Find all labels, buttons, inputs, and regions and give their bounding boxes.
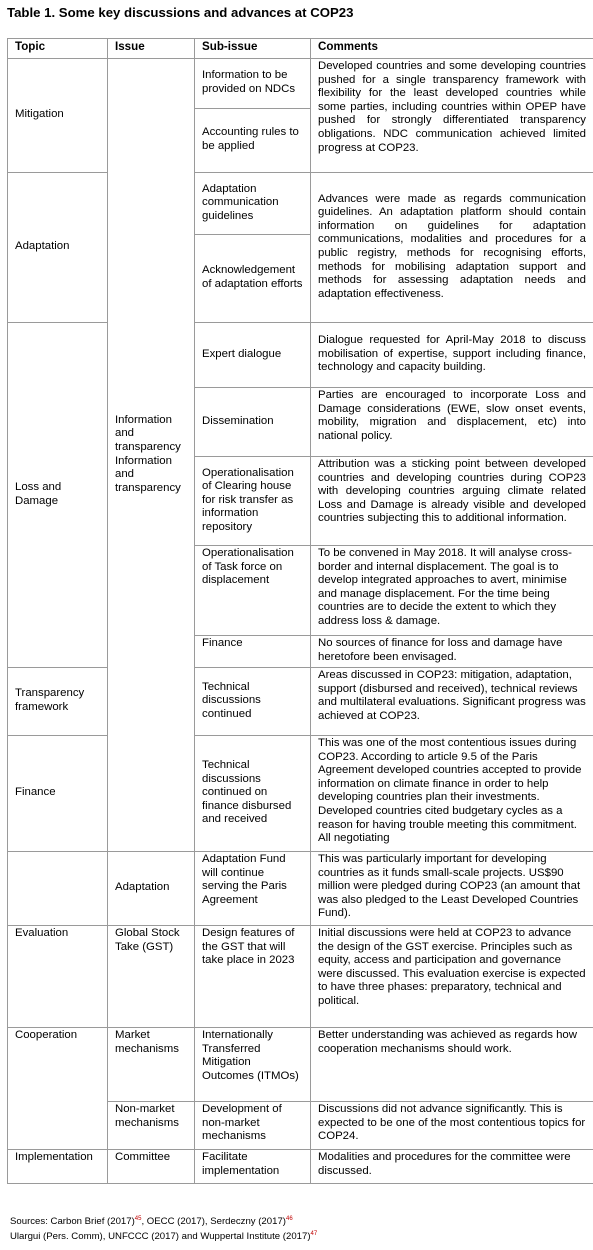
- comment-cell: Discussions did not advance significantly. This is expected to be one of the most contentious topics for COP24.: [311, 1102, 593, 1150]
- header-issue: Issue: [108, 39, 195, 59]
- sub-issue-cell: Expert dialogue: [195, 323, 311, 388]
- comment-cell: To be convened in May 2018. It will analyse cross-border and internal displacement. The goal is to develop integrated approaches to avert, minimise and manage displacement. For the time being countries are to decide the extent to which they address loss & damage.: [311, 546, 593, 636]
- topic-cell: Finance: [8, 736, 108, 852]
- footnote-ref: 46: [285, 1216, 293, 1222]
- comment-cell: Advances were made as regards communication guidelines. An adaptation platform should contain information on guidelines for adaptation communications, modalities and procedures for a public registry, methods for recognising efforts, methods for mobilising adaptation support and methods for assessing adaptation needs and adaptation effectiveness.: [311, 173, 593, 323]
- sources-note: [10, 1213, 317, 1243]
- comment-cell: This was one of the most contentious issues during COP23. According to article 9.5 of the Paris Agreement developed countries accepted to provide information on climate finance in order to help developing countries plan their investments. Developed countries cited budgetary cycles as a reason for having trouble meeting this commitment. All negotiating: [311, 736, 593, 852]
- table-row: [8, 1028, 593, 1102]
- footnote-ref: 47: [310, 1231, 318, 1238]
- sub-issue-cell: Acknowledgement of adaptation efforts: [195, 235, 311, 323]
- table-row: [8, 926, 593, 1028]
- issue-cell: Global Stock Take (GST): [108, 926, 195, 1028]
- header-comments: Comments: [311, 39, 593, 59]
- table-row: [8, 852, 593, 926]
- sub-issue-cell: Facilitate implementation: [195, 1150, 311, 1184]
- sub-issue-cell: Internationally Transferred Mitigation Outcomes (ITMOs): [195, 1028, 311, 1102]
- sub-issue-cell: Adaptation communication guidelines: [195, 173, 311, 235]
- topic-cell: Mitigation: [8, 59, 108, 173]
- comment-cell: Parties are encouraged to incorporate Loss and Damage considerations (EWE, slow onset events, mobility, migration and displacement, etc) into national policy.: [311, 388, 593, 457]
- table-row: [8, 173, 593, 235]
- issue-cell: Market mechanisms: [108, 1028, 195, 1102]
- sub-issue-cell: Dissemination: [195, 388, 311, 457]
- topic-cell-empty: [8, 852, 108, 926]
- comment-cell: Better understanding was achieved as regards how cooperation mechanisms should work.: [311, 1028, 593, 1102]
- table-row: [8, 668, 593, 736]
- table-title: Table 1. Some key discussions and advances at COP23: [7, 5, 354, 20]
- table-row: [8, 59, 593, 109]
- sources-text-1: Sources: Carbon Brief $(2017)^{45}$, OECC (2017), Serdeczny $(2017)^{46}$: [10, 1216, 293, 1228]
- sub-issue-cell: Information to be provided on NDCs: [195, 59, 311, 109]
- comment-cell: Initial discussions were held at COP23 to advance the design of the GST exercise. Principles such as equity, access and participation and governance were discussed. This evaluation exercise is expected to have three phases: preparatory, technical and political.: [311, 926, 593, 1028]
- sub-issue-cell: Accounting rules to be applied: [195, 109, 311, 173]
- issue-cell: Non-market mechanisms: [108, 1102, 195, 1150]
- sub-issue-cell: Operationalisation of Clearing house for risk transfer as information repository: [195, 457, 311, 546]
- comment-cell: No sources of finance for loss and damage have heretofore been envisaged.: [311, 636, 593, 668]
- table-row: [8, 736, 593, 852]
- sub-issue-cell: Development of non-market mechanisms: [195, 1102, 311, 1150]
- issue-cell: Committee: [108, 1150, 195, 1184]
- issue-cell: Adaptation: [108, 852, 195, 926]
- sources-line-1: [10, 1213, 317, 1228]
- sources-text-2: Ulargui (Pers. Comm), UNFCCC (2017) and Wuppertal Institute (2017): [10, 1231, 311, 1243]
- table-header-row: [8, 39, 593, 59]
- table-row: [8, 1150, 593, 1184]
- sub-issue-cell: Technical discussions continued on finance disbursed and received: [195, 736, 311, 852]
- comment-cell: Developed countries and some developing countries pushed for a single transparency framework with flexibility for the least developed countries while some parties, including countries within OPEP have pushed for strongly differentiated transparency obligations. NDC communication achieved limited progress at COP23.: [311, 59, 593, 173]
- sub-issue-cell: Design features of the GST that will take place in 2023: [195, 926, 311, 1028]
- topic-cell: Evaluation: [8, 926, 108, 1028]
- issue-cell: Information and transparency Information and transparency: [108, 59, 195, 852]
- sub-issue-cell: Finance: [195, 636, 311, 668]
- table-row: [8, 323, 593, 388]
- topic-cell: Transparency framework: [8, 668, 108, 736]
- topic-cell: Implementation: [8, 1150, 108, 1184]
- topic-cell: Adaptation: [8, 173, 108, 323]
- comment-cell: Attribution was a sticking point between developed countries and developing countries during COP23 with developing countries arguing climate related Loss and Damage is already visible and developed countries subjecting this to additional information.: [311, 457, 593, 546]
- sources-line-2: [10, 1228, 317, 1243]
- sub-issue-cell: Operationalisation of Task force on displacement: [195, 546, 311, 636]
- header-topic: Topic: [8, 39, 108, 59]
- cop23-table: [7, 38, 593, 1184]
- footnote-ref: 45: [134, 1216, 142, 1222]
- comment-cell: This was particularly important for developing countries as it funds small-scale projects. US$90 million were pledged during COP23 (an amount that was also pledged to the Least Developed Countries Fund).: [311, 852, 593, 926]
- header-sub-issue: Sub-issue: [195, 39, 311, 59]
- comment-cell: Dialogue requested for April-May 2018 to discuss mobilisation of expertise, support including finance, technology and capacity building.: [311, 323, 593, 388]
- comment-cell: Modalities and procedures for the committee were discussed.: [311, 1150, 593, 1184]
- sub-issue-cell: Technical discussions continued: [195, 668, 311, 736]
- comment-cell: Areas discussed in COP23: mitigation, adaptation, support (disbursed and received), technical reviews and multilateral evaluations. Significant progress was achieved at COP23.: [311, 668, 593, 736]
- topic-cell: Cooperation: [8, 1028, 108, 1150]
- sub-issue-cell: Adaptation Fund will continue serving the Paris Agreement: [195, 852, 311, 926]
- topic-cell: Loss and Damage: [8, 323, 108, 668]
